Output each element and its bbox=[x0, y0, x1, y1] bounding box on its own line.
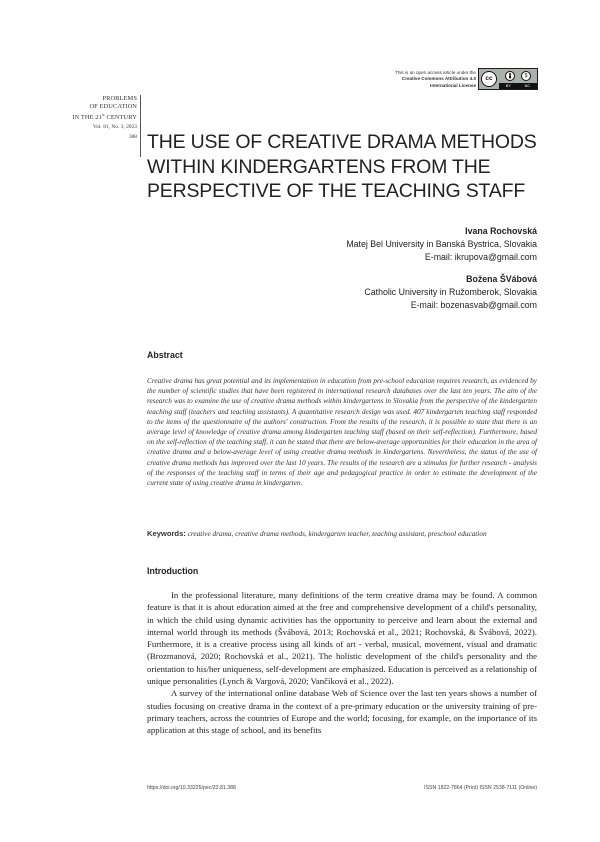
keywords-list: creative drama, creative drama methods, kindergarten teacher, teaching assistant, preschool education bbox=[187, 530, 487, 538]
title-line-2: WITHIN KINDERGARTENS FROM THE bbox=[147, 155, 491, 178]
title-line-1: THE USE OF CREATIVE DRAMA METHODS bbox=[147, 131, 537, 153]
license-notice bbox=[352, 70, 476, 89]
cc-license-badge[interactable] bbox=[478, 68, 538, 90]
author-2 bbox=[237, 273, 537, 312]
introduction-heading: Introduction bbox=[147, 566, 199, 576]
person-icon bbox=[505, 71, 515, 81]
cc-strip-nc: NC bbox=[524, 84, 531, 88]
license-line-2: Creative Commons Attribution 4.0 bbox=[401, 76, 476, 82]
introduction-body bbox=[147, 589, 537, 737]
journal-info bbox=[40, 95, 137, 131]
issn-info: ISSN 1822-7864 (Print) ISSN 2538-7111 (Online) bbox=[424, 785, 537, 791]
keywords-label: Keywords: bbox=[147, 529, 186, 538]
author-email[interactable]: E-mail: ikrupova@gmail.com bbox=[424, 252, 537, 262]
doi-link[interactable]: https://doi.org/10.33225/pec/23.81.388 bbox=[147, 785, 236, 791]
journal-line-3: IN THE 21st CENTURY bbox=[72, 112, 137, 122]
paragraph: A survey of the international online database Web of Science over the last ten years shows a number of studies focusing on creative drama in the context of a pre-primary education or the university training of pre-primary teachers, across the countries of Europe and the world; focusing, for example, on the importance of its application at this stage of school, and its benefits bbox=[147, 688, 537, 736]
author-email[interactable]: E-mail: bozenasvab@gmail.com bbox=[410, 300, 537, 310]
author-affiliation: Matej Bel University in Banská Bystrica, Slovakia bbox=[346, 239, 537, 249]
journal-line-2: OF EDUCATION bbox=[89, 103, 137, 111]
divider-line bbox=[140, 95, 141, 157]
author-name: Božena ŠVábová bbox=[466, 274, 537, 284]
license-line-3: International License bbox=[430, 82, 476, 88]
article-title bbox=[147, 130, 567, 204]
page-number: 388 bbox=[128, 134, 137, 140]
abstract-text: Creative drama has great potential and its implementation in education from pre-school education requires research, as evidenced by the number of scientific studies that have been registered in international research databases over the last ten years. The aim of the research was to examine the use of creative drama methods within kindergartens in Slovakia from the perspective of the kindergarten teaching staff (teachers and teaching assistants). A quantitative research design was used. 407 kindergarten teaching staff responded to the items of the questionnaire of the authors' construction. From the results of the research, it is possible to state that there is an average level of knowledge of creative drama among kindergarten teaching staff (based on their self-reflection). Furthermore, based on the self-reflection of the teaching staff, it can be stated that there are below-average opportunities for their education in the area of creative drama and a below-average level of using creative drama methods in kindergartens. Nevertheless, the status of the use of creative drama methods has improved over the last 10 years. The results of the research are a stimulus for further research - analysis of the responses of the teaching staff in terms of their age and pedagogical practice in order to estimate the development of the current state of using creative drama in kindergarten. bbox=[147, 377, 537, 488]
title-line-3: PERSPECTIVE OF THE TEACHING STAFF bbox=[147, 180, 526, 202]
nc-icon: $ bbox=[521, 71, 531, 81]
journal-line-1: PROBLEMS bbox=[102, 95, 137, 102]
cc-logo-icon: cc bbox=[481, 71, 497, 87]
cc-strip-by: BY bbox=[505, 84, 511, 88]
author-1 bbox=[237, 225, 537, 264]
cc-strip bbox=[499, 83, 537, 89]
author-affiliation: Catholic University in Ružomberok, Slovakia bbox=[364, 287, 537, 297]
journal-volume: Vol. 81, No. 3, 2023 bbox=[93, 123, 137, 130]
license-line-1: This is an open access article under the bbox=[395, 70, 476, 75]
abstract-heading: Abstract bbox=[147, 350, 183, 360]
paragraph: In the professional literature, many definitions of the term creative drama may be found. A common feature is that it is about education aimed at the free and comprehensive development of a child's personality, in which the child using dynamic activities has the opportunity to perceive and learn about the external and internal world through its methods (Švábová, 2013; Rochovská et al., 2021; Rochovská, & Švábová, 2022). Furthermore, it is a creative process using all kinds of art - verbal, musical, movement, visual and dramatic (Brozmanová, 2020; Rochovská et al., 2021). The holistic development of the child's personality and the orientation to his/her uniqueness, self-development are emphasized. Education is perceived as a relationship of unique personalities (Lynch & Vargová, 2020; Vančíková et al., 2022). bbox=[147, 590, 537, 687]
author-name: Ivana Rochovská bbox=[465, 226, 537, 236]
keywords bbox=[147, 529, 537, 539]
